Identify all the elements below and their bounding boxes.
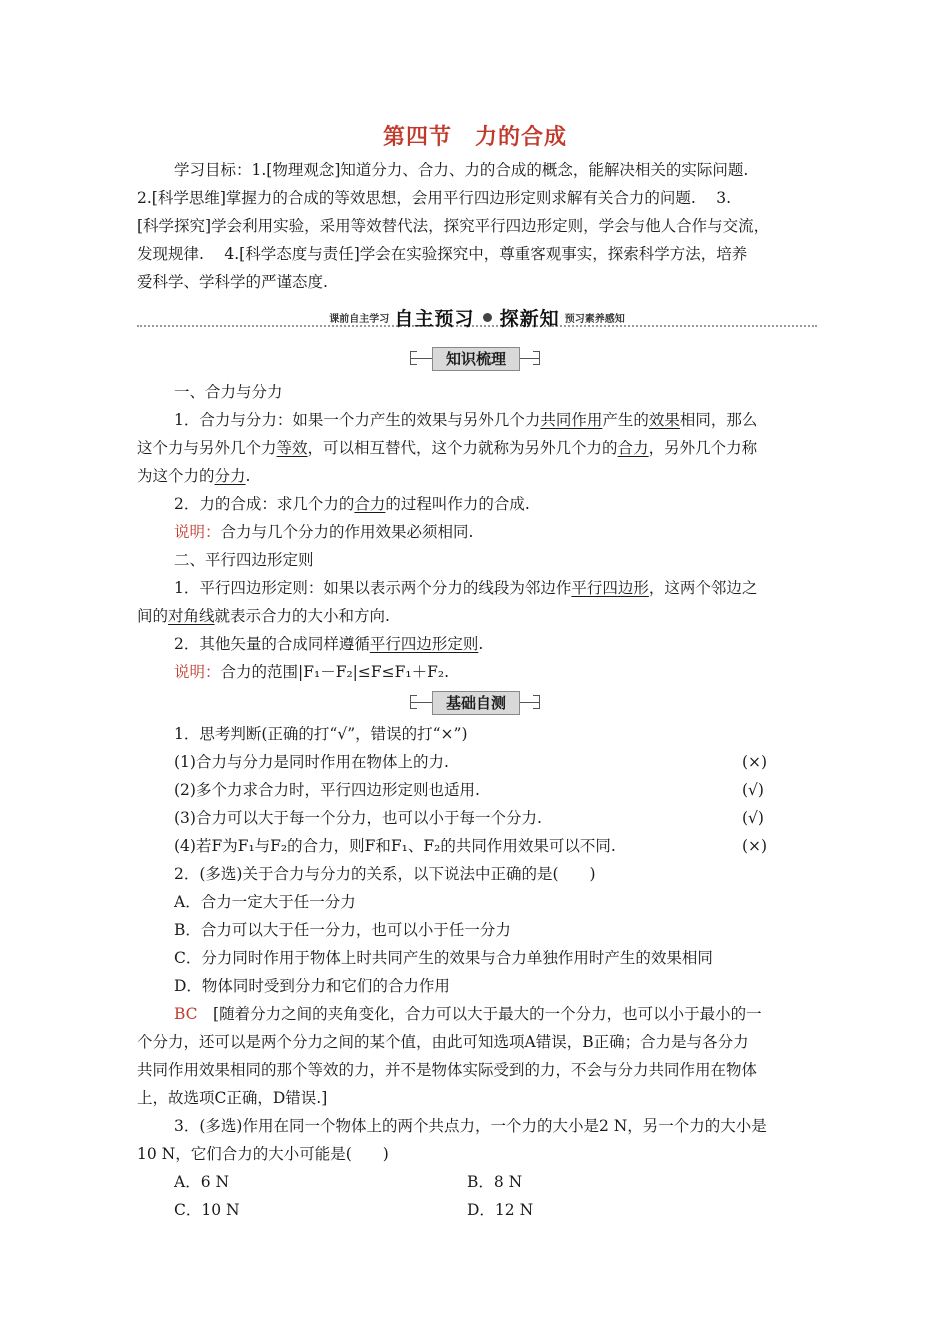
option-item: C．10 N [174,1201,240,1219]
judge-item: (2)多个力求合力时，平行四边形定则也适用. [174,781,480,799]
paragraph-line: 间的对角线就表示合力的大小和方向. [137,607,390,625]
option-item: D．物体同时受到分力和它们的合力作用 [174,977,450,995]
question-stem: 3．(多选)作用在同一个物体上的两个共点力，一个力的大小是2 N，另一个力的大小是 [174,1117,767,1135]
banner-main-text-2: 探新知 [499,308,560,330]
objective-line: 发现规律. 4.[科学态度与责任]学会在实验探究中，尊重客观事实，探索科学方法，培养 [137,245,748,263]
objective-line: 学习目标：1.[物理观念]知道分力、合力、力的合成的概念，能解决相关的实际问题. [174,161,749,179]
explanation-line: 个分力，还可以是两个分力之间的某个值，由此可知选项A错误，B正确；合力是与各分力 [137,1033,749,1051]
objective-line: 爱科学、学科学的严谨态度. [137,273,328,291]
section-header-knowledge [410,347,540,369]
option-item: A．6 N [174,1173,230,1191]
section-header-label: 基础自测 [432,691,520,715]
option-item: C．分力同时作用于物体上时共同产生的效果与合力单独作用时产生的效果相同 [174,949,713,967]
judge-mark: (√) [742,809,764,827]
question-stem: 2．(多选)关于合力与分力的关系，以下说法中正确的是( ) [174,865,596,883]
paragraph-line: 这个力与另外几个力等效，可以相互替代，这个力就称为另外几个力的合力，另外几个力称 [137,439,758,457]
paragraph-line: 1．平行四边形定则：如果以表示两个分力的线段为邻边作平行四边形，这两个邻边之 [174,579,758,597]
question-stem: 10 N，它们合力的大小可能是( ) [137,1145,389,1163]
judge-item: (4)若F为F₁与F₂的合力，则F和F₁、F₂的共同作用效果可以不同. [174,837,616,855]
paragraph-line: 2．其他矢量的合成同样遵循平行四边形定则. [174,635,484,653]
paragraph-line: 1．合力与分力：如果一个力产生的效果与另外几个力共同作用产生的效果相同，那么 [174,411,758,429]
banner-right-text: 预习素养感知 [564,314,625,325]
option-item: A．合力一定大于任一分力 [174,893,356,911]
banner-dot-icon [483,313,492,322]
objective-line: [科学探究]学会利用实验，采用等效替代法，探究平行四边形定则，学会与他人合作与交流， [137,217,770,235]
paragraph-line: 2．力的合成：求几个力的合力的过程叫作力的合成. [174,495,530,513]
banner-main-text: 自主预习 [394,308,475,330]
option-item: B．8 N [467,1173,523,1191]
section-header-label: 知识梳理 [432,347,520,371]
explanation-line: 上，故选项C正确，D错误.] [137,1089,328,1107]
answer-label: BC [174,1005,198,1023]
note-line: 说明：合力与几个分力的作用效果必须相同. [174,523,474,541]
page-title: 第四节 力的合成 [382,124,567,150]
judge-item: (3)合力可以大于每一个分力，也可以小于每一个分力. [174,809,542,827]
banner-left-text: 课前自主学习 [329,314,390,325]
heading-2: 二、平行四边形定则 [174,551,314,569]
objective-line: 2.[科学思维]掌握力的合成的等效思想，会用平行四边形定则求解有关合力的问题. 3. [137,189,732,207]
judge-mark: (×) [742,837,768,855]
note-line: 说明：合力的范围|F₁－F₂|≤F≤F₁＋F₂. [174,663,449,681]
section-header-selftest [410,691,540,713]
note-label: 说明： [174,523,221,541]
judge-mark: (√) [742,781,764,799]
heading-1: 一、合力与分力 [174,383,283,401]
note-label: 说明： [174,663,221,681]
explanation-line: BC [随着分力之间的夹角变化，合力可以大于最大的一个分力，也可以小于最小的一 [174,1005,762,1023]
section-banner [137,304,817,328]
question-stem: 1．思考判断(正确的打“√”，错误的打“×”) [174,725,468,743]
judge-mark: (×) [742,753,768,771]
explanation-line: 共同作用效果相同的那个等效的力，并不是物体实际受到的力，不会与分力共同作用在物体 [137,1061,758,1079]
judge-item: (1)合力与分力是同时作用在物体上的力. [174,753,449,771]
paragraph-line: 为这个力的分力. [137,467,251,485]
option-item: B．合力可以大于任一分力，也可以小于任一分力 [174,921,511,939]
option-item: D．12 N [467,1201,534,1219]
